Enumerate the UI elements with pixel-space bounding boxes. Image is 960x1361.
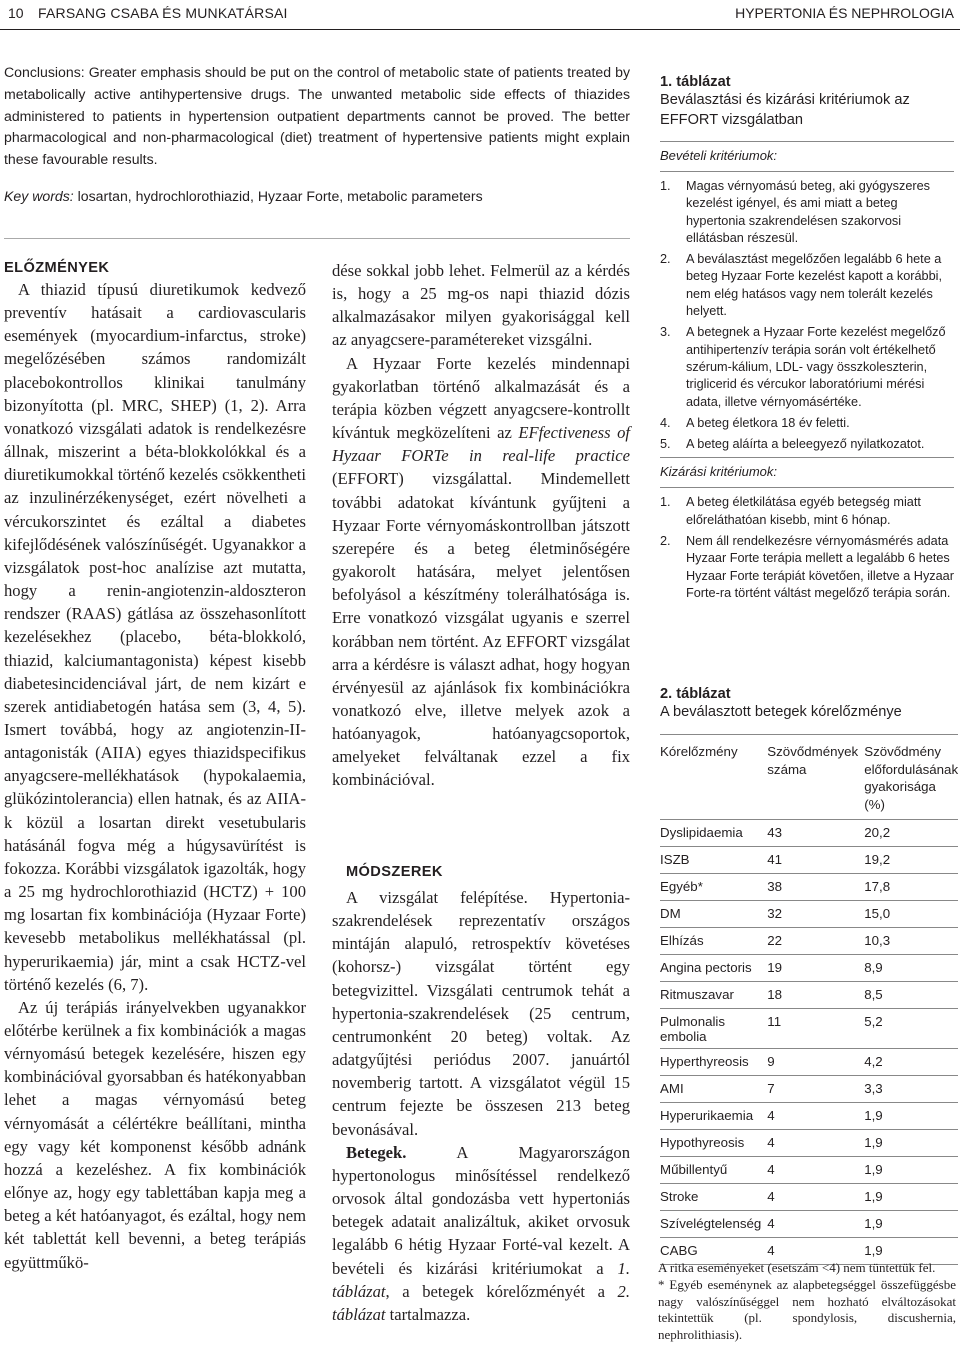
paragraph-continuation: dése sokkal jobb lehet. Felmerül az a kérdés is, hogy a 25 mg-os napi thiazid dózis alkalmazásakor milyen gyakorisággal kell az anyagcsere-paramétereket vizsgálni. <box>332 261 630 350</box>
exclusion-rule-2 <box>660 487 954 602</box>
cell-frequency: 8,9 <box>864 955 958 982</box>
cell-count: 4 <box>767 1103 864 1130</box>
paragraph-background: A thiazid típusú diuretikumok kedvező preventív hatásait a cardiovascularis események (myocardium-infarctus, stroke) megelőzésében számos randomizált placebokontrollos klinikai tanulmány bizonyította (pl. MRC, SHEP) (1, 2). Arra vonatkozó vizsgálati adatok is rendelkezésre állnak, miszerint a béta-blokkolókkal és a diuretikumokkal történő kezelés csökkentheti az inzulinérzékenységet, ezért növelheti a vércukorszintet és ezáltal a diabetes kifejlődésének valószínűségét. Ugyanakkor a vizsgálatok post-hoc analízise azt mutatta, hogy a renin-angiotenzin-aldoszteron rendszer (RAAS) gátlása az összehasonlított kezelésekhez (placebo, béta-blokkoló, thiazid, kalciumantagonista) képest kisebb diabetesincidenciával járt, de nem kizárt e szerek antidiabetogén hatása sem (3, 4, 5). Ismert továbbá, hogy az angiotenzin-II-antagonisták (AIIA) egyes thiazidspecifikus anyagcsere-mellékhatások (hypokalaemia, glükózintolerancia) ellen hatnak, és az AIIA-k közül a losartan direkt vesetubularis hatásánál fogva még a húgysavürítést is fokozza. Korábbi vizsgálatok igazolták, hogy a 25 mg hydrochlorothiazid (HCTZ) + 100 mg losartan fix kombinációja (Hyzaar Forte) kevesebb metabolikus mellékhatással (pl. hyperurikaemia) jár, mint a csak HCTZ-vel történő kezelés (6, 7). <box>4 280 306 994</box>
inclusion-item-text: A beteg életkora 18 év feletti. <box>686 415 850 430</box>
cell-history: Műbillentyű <box>660 1157 767 1184</box>
cell-frequency: 15,0 <box>864 901 958 928</box>
table-row <box>660 1103 958 1130</box>
inclusion-item <box>660 324 954 410</box>
cell-frequency: 10,3 <box>864 928 958 955</box>
cell-history: DM <box>660 901 767 928</box>
exclusion-item-text: A beteg életkilátása egyéb betegség miatt előreláthatóan kisebb, mint 6 hónap. <box>686 495 921 527</box>
exclusion-item <box>660 533 954 602</box>
cell-count: 19 <box>767 955 864 982</box>
col-header-frequency: Szövődmény előfordulásának gyakorisága (%) <box>864 735 958 820</box>
inclusion-item <box>660 436 954 453</box>
exclusion-rule <box>660 457 954 479</box>
exclusion-list <box>660 494 954 602</box>
body-column-3 <box>332 886 630 1326</box>
cell-history: Ritmuszavar <box>660 982 767 1009</box>
table-row <box>660 982 958 1009</box>
cell-count: 4 <box>767 1238 864 1265</box>
cell-count: 4 <box>767 1211 864 1238</box>
table-row <box>660 874 958 901</box>
paragraph-effort <box>332 352 630 792</box>
effort-text-b: (EFFORT) vizsgálattal. Mindemellett további adatokat kívántunk gyűjteni a Hyzaar Forte vérnyomáskontrollban játszott szerepére és a beteg életminőségére gyakorolt hatására, melyet jelentősen befolyásol a készítmény tolerálhatósága is. Erre vonatkozó vizsgálat ugyanis e szerrel korábban nem történt. Az EFFORT vizsgálat arra a kérdésre is választ adhat, hogy hogyan érvényesül az ajánlások fix kombinációkra vonatkozó elve, illetve melyek azok a hatóanyagok, hatóanyagcsoportok, amelyeket felváltanak ezzel a fix kombinációval. <box>332 469 630 790</box>
cell-frequency: 8,5 <box>864 982 958 1009</box>
history-table <box>660 734 958 1265</box>
cell-frequency: 19,2 <box>864 847 958 874</box>
cell-count: 9 <box>767 1049 864 1076</box>
cell-count: 32 <box>767 901 864 928</box>
header-rule <box>0 29 960 30</box>
cell-count: 11 <box>767 1009 864 1049</box>
exclusion-item-number: 1. <box>660 495 671 510</box>
running-authors: FARSANG CSABA ÉS MUNKATÁRSAI <box>38 5 288 21</box>
exclusion-label: Kizárási kritériumok: <box>660 464 778 480</box>
table-2-number: 2. táblázat <box>660 686 731 702</box>
table-2-note-rare: A ritka eseményeket (esetszám <4) nem tüntettük fel. <box>658 1260 936 1275</box>
cell-frequency: 3,3 <box>864 1076 958 1103</box>
table-row <box>660 1211 958 1238</box>
cell-history: Dyslipidaemia <box>660 820 767 847</box>
cell-count: 4 <box>767 1184 864 1211</box>
inclusion-item <box>660 251 954 320</box>
inclusion-item <box>660 415 954 432</box>
table-row <box>660 1009 958 1049</box>
table-2-note-other: * Egyéb eseménynek az alapbetegséggel összefüggésbe nagy valószínűséggel nem hozható elváltozásokat tekintettük (pl. spondylosis, discushernia, nephrolithiasis). <box>658 1276 956 1343</box>
paragraph-study-design: A vizsgálat felépítése. Hypertonia-szakrendelések reprezentatív országos mintáján alapuló, retrospektív követéses (kohorsz-) vizsgálat történt egy betegvizittel. Vizsgálati centrumok tehát a hypertonia-szakrendelések (25 centrum, centrumonként 20 beteg) voltak. Az adatgyűjtési periódus 2007. januártól novemberig tartott. A vizsgálatot végül 15 centrum fejezte be összesen 213 beteg bevonásával. <box>332 888 630 1139</box>
section-divider <box>4 238 630 239</box>
exclusion-item <box>660 494 954 529</box>
cell-count: 4 <box>767 1130 864 1157</box>
exclusion-item-number: 2. <box>660 534 671 549</box>
inclusion-item <box>660 178 954 247</box>
patients-label: Betegek. <box>346 1142 407 1162</box>
keywords-label: Key words: <box>4 188 74 204</box>
cell-frequency: 1,9 <box>864 1238 958 1265</box>
keywords <box>4 188 630 204</box>
section-heading-modszerek: MÓDSZEREK <box>346 864 443 880</box>
inclusion-item-text: A beteg aláírta a beleegyező nyilatkozatot. <box>686 437 925 452</box>
table-row <box>660 1157 958 1184</box>
table-row <box>660 928 958 955</box>
table-1-title: Beválasztási és kizárási kritériumok az EFFORT vizsgálatban <box>660 92 910 128</box>
ref-table-2: 2. táblázat <box>332 1281 630 1324</box>
inclusion-item-text: Magas vérnyomású beteg, aki gyógyszeres kezelést igényel, és ami miatt a beteg hypertonia szakrendelésen szakorvosi ellátásban részesül. <box>686 179 931 245</box>
cell-history: Hypothyreosis <box>660 1130 767 1157</box>
inclusion-item-number: 3. <box>660 325 671 340</box>
cell-frequency: 20,2 <box>864 820 958 847</box>
cell-frequency: 17,8 <box>864 874 958 901</box>
paragraph-fix-combinations: Az új terápiás irányelvekben ugyanakkor előtérbe kerülnek a fix kombinációk a magas vérnyomású betegek kezelésére, hiszen egy kombinációval gyorsabban és hatékonyabban lehet a magas vérnyomású beteg vérnyomását a célértékre beállítani, mintha egy vagy két komponenst később adnánk hozzá a kezeléshez. A fix kombinációk előnye az, hogy egy tablettában kapja meg a beteg a két hatóanyagot, és ezáltal, hogy nem két tablettát kell bevenni, a beteg terápiás együttműkö- <box>4 997 306 1272</box>
cell-count: 43 <box>767 820 864 847</box>
table-2-notes <box>658 1260 956 1344</box>
history-table-body <box>660 820 958 1265</box>
col-header-count: Szövődmények száma <box>767 735 864 820</box>
cell-history: Szívelégtelenség <box>660 1211 767 1238</box>
exclusion-item-text: Nem áll rendelkezésre vérnyomásmérés adata Hyzaar Forte terápia mellett a legalább 6 hetes Hyzaar Forte terápiát követően, illetve a Hyzaar Forte-ra történt váltást megelőző terápia során. <box>686 534 954 600</box>
table-2 <box>660 686 959 1265</box>
inclusion-item-number: 5. <box>660 437 671 452</box>
table-2-title: A beválasztott betegek kórelőzménye <box>660 704 902 720</box>
table-row <box>660 1130 958 1157</box>
inclusion-list <box>660 178 954 453</box>
patients-text-c: tartalmazza. <box>385 1304 471 1324</box>
cell-frequency: 1,9 <box>864 1157 958 1184</box>
cell-history: ISZB <box>660 847 767 874</box>
effort-text-a: A Hyzaar Forte kezelés mindennapi gyakorlatban történő alkalmazását és a terápia közben végzett anyagcsere-kontrollt kívántuk megközelíteni az <box>332 353 630 443</box>
running-journal: HYPERTONIA ÉS NEPHROLOGIA <box>735 5 954 21</box>
cell-count: 18 <box>767 982 864 1009</box>
table-row <box>660 1049 958 1076</box>
cell-history: AMI <box>660 1076 767 1103</box>
body-column-2 <box>332 259 630 792</box>
section-heading-elozmenyek: ELŐZMÉNYEK <box>4 260 110 276</box>
cell-history: CABG <box>660 1238 767 1265</box>
cell-history: Pulmonalis embolia <box>660 1009 767 1049</box>
table-row <box>660 901 958 928</box>
table-1 <box>660 74 954 606</box>
cell-history: Egyéb* <box>660 874 767 901</box>
inclusion-item-number: 2. <box>660 252 671 267</box>
cell-frequency: 5,2 <box>864 1009 958 1049</box>
table-row <box>660 1076 958 1103</box>
cell-frequency: 1,9 <box>864 1130 958 1157</box>
patients-text-b: , a betegek kórelőzményét a <box>385 1281 618 1301</box>
inclusion-item-number: 4. <box>660 415 671 430</box>
cell-count: 7 <box>767 1076 864 1103</box>
table-header-row <box>660 735 958 820</box>
keywords-text: losartan, hydrochlorothiazid, Hyzaar Forte, metabolic parameters <box>77 188 483 204</box>
cell-frequency: 1,9 <box>864 1184 958 1211</box>
patients-text-a: A Magyarországon hypertonologus minősítéssel rendelkező orvosok által gondozásba vett hypertoniás betegek adatait analizáltuk, akiket orvosuk legalább 6 hétig Hyzaar Forté-val kezelt. A bevételi és kizárási kritériumokat a <box>332 1142 630 1278</box>
cell-count: 4 <box>767 1157 864 1184</box>
cell-frequency: 1,9 <box>864 1211 958 1238</box>
inclusion-item-text: A betegnek a Hyzaar Forte kezelést megelőző antihipertenzív terápia során volt értékelhető szérum-kálium, LDL- vagy összkoleszterin, triglicerid és vércukor laboratóriumi mérési adata, illetve vérnyomásértéke. <box>686 325 946 409</box>
page-number: 10 <box>8 5 24 21</box>
inclusion-item-text: A beválasztást megelőzően legalább 6 hete a beteg Hyzaar Forte kezelést kapott a korábbi, nem elég hatásos vagy nem tolerált kezelés helyett. <box>686 252 942 319</box>
table-row <box>660 847 958 874</box>
cell-count: 38 <box>767 874 864 901</box>
abstract-conclusions: Conclusions: Greater emphasis should be put on the control of metabolic state of patients treated by metabolically active antihypertensive drugs. The unwanted metabolic side effects of thiazides administered to patients in hypertension outpatient departments cannot be proved. The better pharmacological and non-pharmacological (diet) treatment of hypertensive patients might explain these favourable results. <box>4 64 630 168</box>
table-1-rule <box>660 141 954 163</box>
cell-history: Hyperurikaemia <box>660 1103 767 1130</box>
inclusion-item-number: 1. <box>660 179 671 193</box>
cell-count: 41 <box>767 847 864 874</box>
body-column-1 <box>4 278 306 1274</box>
cell-history: Hyperthyreosis <box>660 1049 767 1076</box>
inclusion-rule <box>660 171 954 453</box>
cell-frequency: 4,2 <box>864 1049 958 1076</box>
cell-history: Angina pectoris <box>660 955 767 982</box>
inclusion-label: Bevételi kritériumok: <box>660 148 778 163</box>
page-header <box>0 0 960 30</box>
cell-frequency: 1,9 <box>864 1103 958 1130</box>
col-header-history: Kórelőzmény <box>660 735 767 820</box>
table-row <box>660 955 958 982</box>
table-row <box>660 1184 958 1211</box>
table-row <box>660 820 958 847</box>
ref-table-1: 1. táblázat <box>332 1258 630 1301</box>
cell-count: 22 <box>767 928 864 955</box>
effort-acronym-expansion: EFfectiveness of Hyzaar FORTe in real-life practice <box>332 423 630 466</box>
table-1-number: 1. táblázat <box>660 74 731 90</box>
cell-history: Stroke <box>660 1184 767 1211</box>
cell-history: Elhízás <box>660 928 767 955</box>
paragraph-patients <box>332 1141 630 1326</box>
